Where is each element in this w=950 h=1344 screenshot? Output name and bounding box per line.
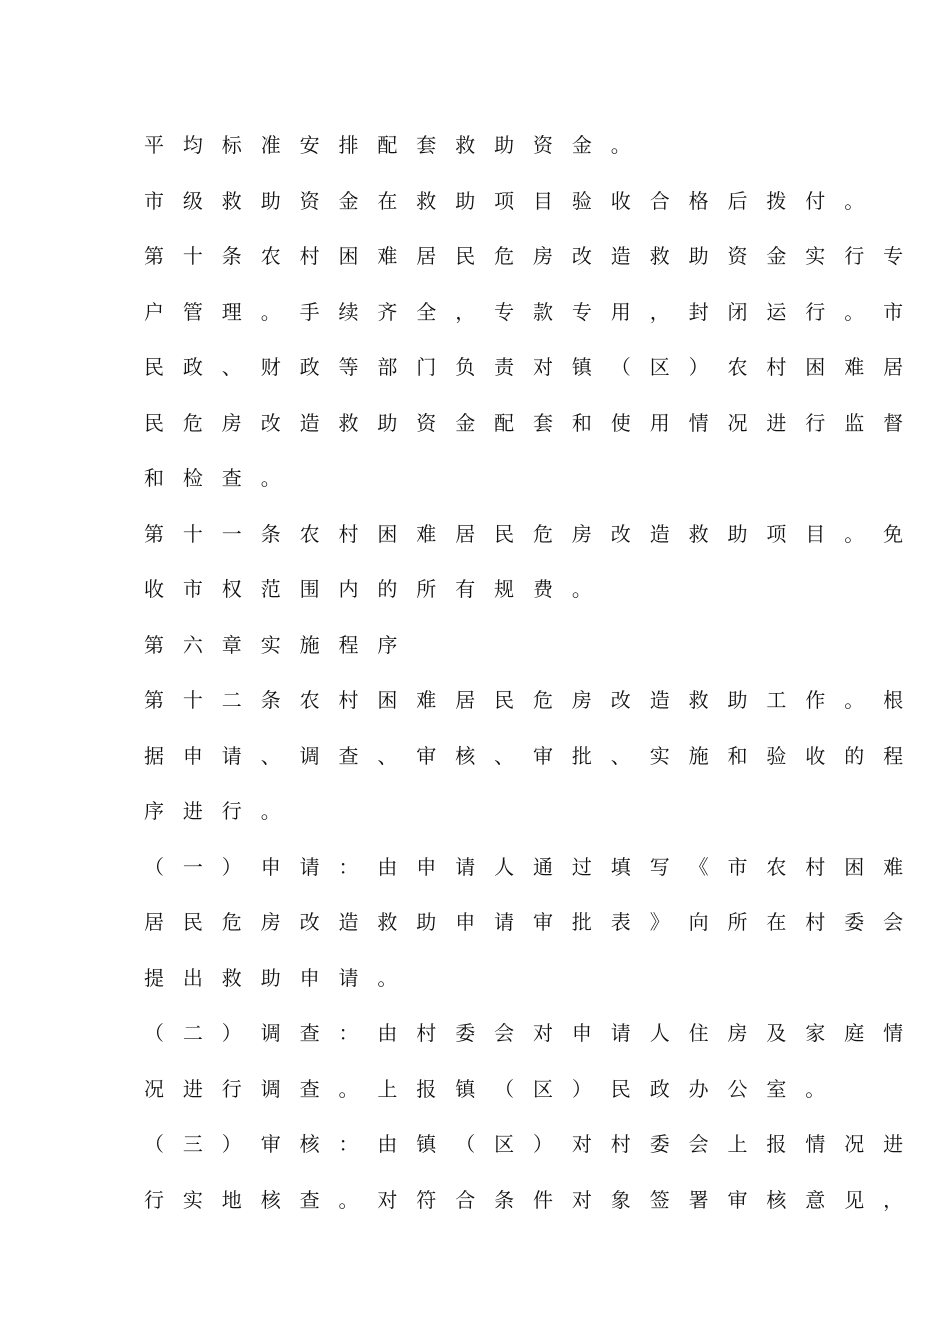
text-line: （二）调查：由村委会对申请人住房及家庭情 bbox=[144, 1021, 922, 1045]
text-line: 收市权范围内的所有规费。 bbox=[144, 577, 611, 601]
document-body bbox=[144, 126, 922, 1236]
text-line: 居民危房改造救助申请审批表》向所在村委会 bbox=[144, 910, 922, 934]
chapter-heading: 第六章实施程序 bbox=[144, 632, 417, 657]
text-line: 提出救助申请。 bbox=[144, 965, 417, 990]
text-line: 市级救助资金在救助项目验收合格后拨付。 bbox=[144, 188, 884, 213]
text-line: 民危房改造救助资金配套和使用情况进行监督 bbox=[144, 410, 922, 435]
text-line: 第十条农村困难居民危房改造救助资金实行专 bbox=[144, 244, 922, 268]
text-line: 序进行。 bbox=[144, 799, 300, 823]
text-line: （一）申请：由申请人通过填写《市农村困难 bbox=[144, 854, 922, 879]
text-line: 况进行调查。上报镇（区）民政办公室。 bbox=[144, 1076, 845, 1101]
text-line: 第十二条农村困难居民危房改造救助工作。根 bbox=[144, 688, 922, 712]
text-line: 平均标准安排配套救助资金。 bbox=[144, 133, 650, 157]
text-line: 行实地核查。对符合条件对象签署审核意见， bbox=[144, 1187, 922, 1212]
text-line: 据申请、调查、审核、审批、实施和验收的程 bbox=[144, 743, 922, 768]
text-line: 和检查。 bbox=[144, 466, 300, 490]
text-line: 第十一条农村困难居民危房改造救助项目。免 bbox=[144, 521, 922, 546]
text-line: （三）审核：由镇（区）对村委会上报情况进 bbox=[144, 1132, 922, 1156]
text-line: 户管理。手续齐全，专款专用，封闭运行。市 bbox=[144, 299, 922, 324]
text-line: 民政、财政等部门负责对镇（区）农村困难居 bbox=[144, 355, 922, 379]
